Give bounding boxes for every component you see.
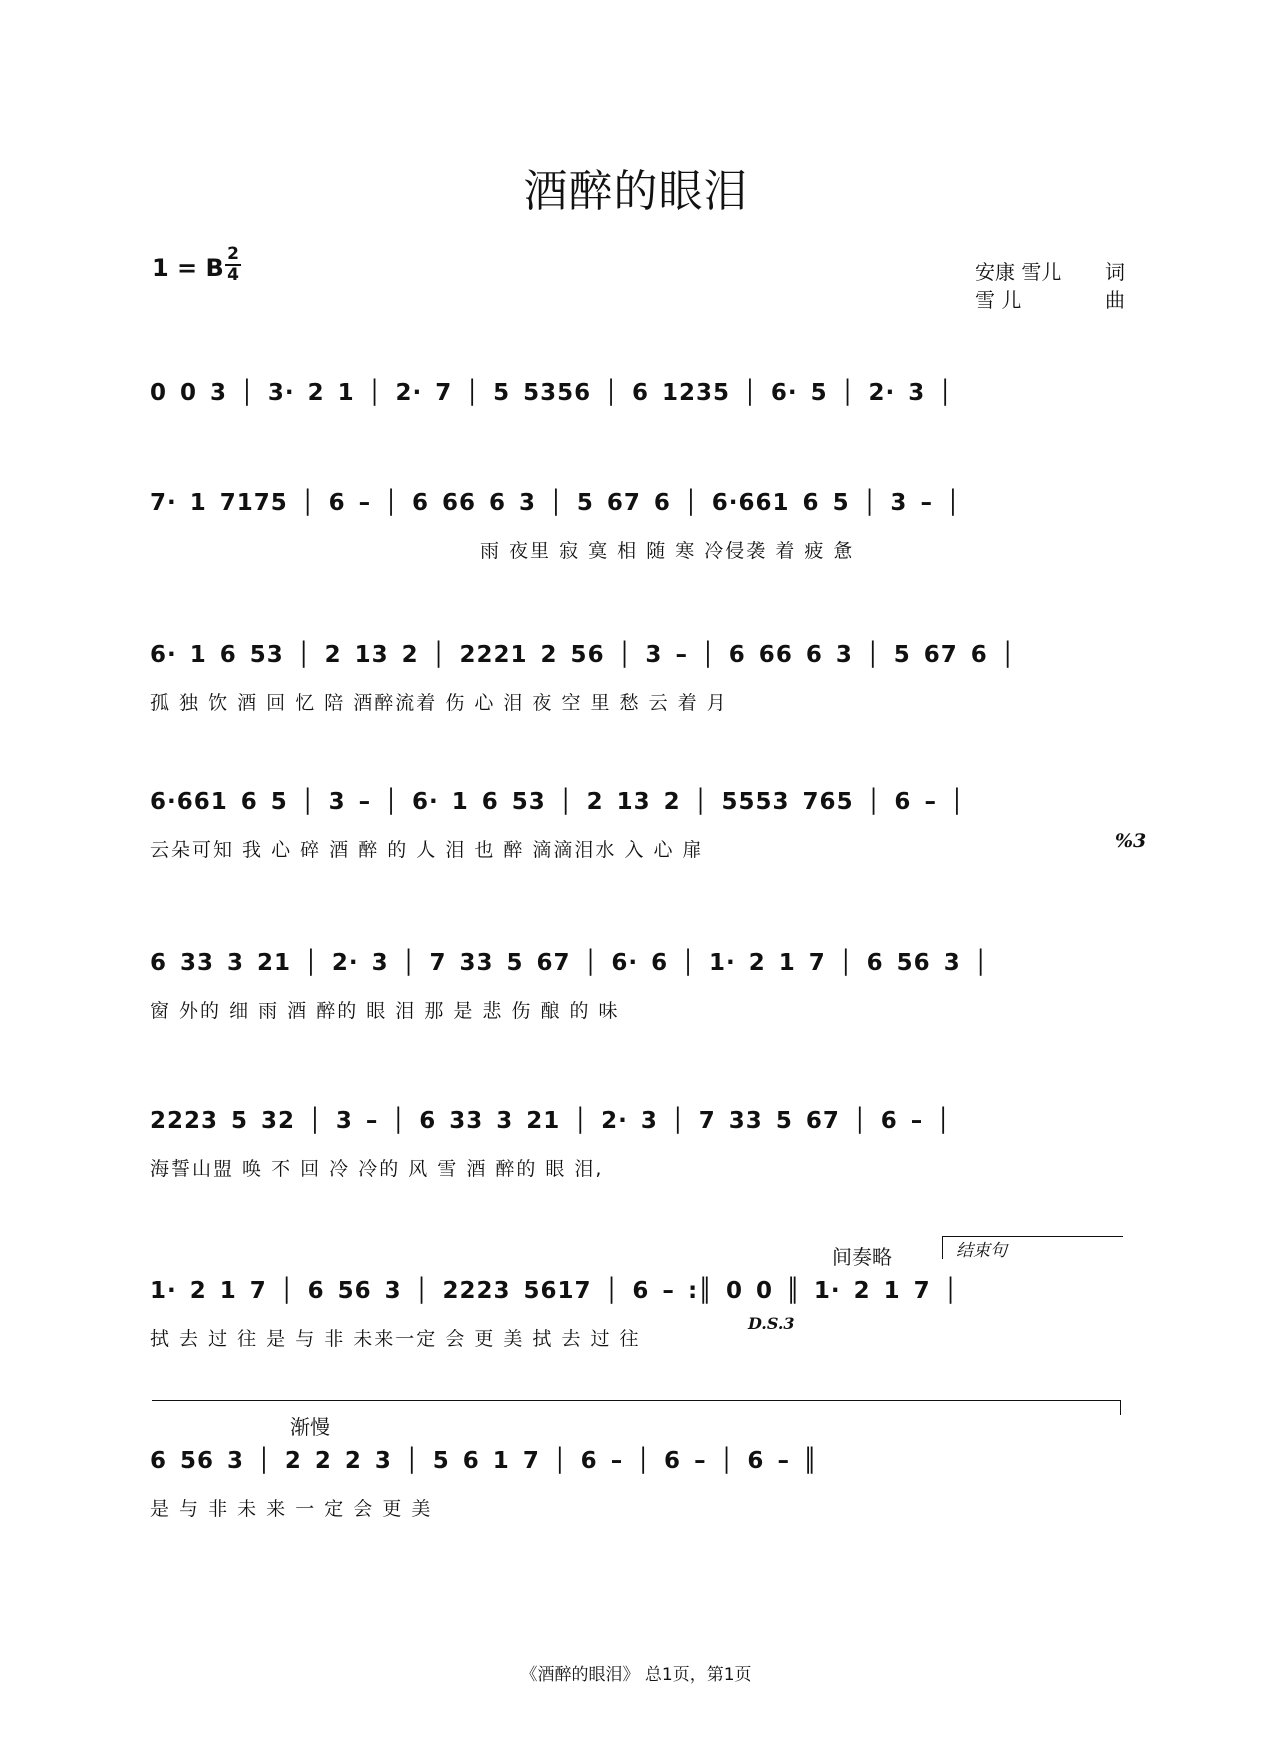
lyrics-row: 窗 外的 细 雨 酒 醉的 眼 泪 那 是 悲 伤 酿 的 味 (150, 1000, 620, 1022)
lyrics-row: 雨 夜里 寂 寞 相 随 寒 冷侵袭 着 疲 惫 (480, 540, 855, 562)
lyricist-names: 安康 雪儿 (975, 260, 1062, 284)
key-signature: 1 = B (152, 254, 224, 282)
notation-row: 6 56 3 │ 2 2 2 3 │ 5 6 1 7 │ 6 – │ 6 – │ 6 – ║ (150, 1448, 818, 1474)
ds-mark: D.S.3 (748, 1314, 795, 1333)
notation-row: 0 0 3 │ 3· 2 1 │ 2· 7 │ 5 5356 │ 6 1235 │ 6· 5 │ 2· 3 │ (150, 380, 954, 406)
notation-row: 6·661 6 5 │ 3 – │ 6· 1 6 53 │ 2 13 2 │ 5553 765 │ 6 – │ (150, 789, 965, 815)
time-signature-top: 2 (227, 244, 239, 264)
staff-row-6 (150, 1098, 1130, 1182)
ritardando-mark: 渐慢 (290, 1415, 330, 1439)
time-signature-bottom: 4 (227, 265, 239, 285)
segno-mark: %3 (1115, 830, 1147, 852)
ending-label: 结束句 (956, 1241, 1007, 1261)
lyrics-row: 是 与 非 未 来 一 定 会 更 美 (150, 1498, 433, 1520)
page-footer: 《酒醉的眼泪》 总1页，第1页 (520, 1665, 752, 1685)
notation-row: 2223 5 32 │ 3 – │ 6 33 3 21 │ 2· 3 │ 7 33 5 67 │ 6 – │ (150, 1108, 952, 1134)
notation-row: 6 33 3 21 │ 2· 3 │ 7 33 5 67 │ 6· 6 │ 1· 2 1 7 │ 6 56 3 │ (150, 950, 989, 976)
staff-row-7 (150, 1268, 1130, 1352)
credits (975, 258, 1125, 314)
interlude-mark: 间奏略 (832, 1245, 892, 1269)
staff-row-4 (150, 779, 1130, 863)
notation-row: 1· 2 1 7 │ 6 56 3 │ 2223 5617 │ 6 – :║ 0 0 ║ 1· 2 1 7 │ (150, 1278, 959, 1304)
staff-row-3 (150, 632, 1130, 716)
staff-row-2 (150, 480, 1130, 564)
notation-row: 6· 1 6 53 │ 2 13 2 │ 2221 2 56 │ 3 – │ 6 66 6 3 │ 5 67 6 │ (150, 642, 1016, 668)
staff-row-8 (150, 1438, 1130, 1522)
song-title: 酒醉的眼泪 (523, 166, 749, 217)
lyrics-row: 拭 去 过 往 是 与 非 未来一定 会 更 美 拭 去 过 往 (150, 1328, 641, 1350)
lyrics-row: 海誓山盟 唤 不 回 冷 冷的 风 雪 酒 醉的 眼 泪, (150, 1158, 604, 1180)
lyrics-row: 云朵可知 我 心 碎 酒 醉 的 人 泪 也 醉 滴滴泪水 入 心 扉 (150, 839, 704, 861)
staff-row-1 (150, 370, 1130, 454)
staff-row-5 (150, 940, 1130, 1024)
lyrics-row: 孤 独 饮 酒 回 忆 陪 酒醉流着 伤 心 泪 夜 空 里 愁 云 着 月 (150, 692, 728, 714)
composer-role: 曲 (1105, 288, 1125, 312)
lyricist-role: 词 (1105, 260, 1125, 284)
notation-row: 7· 1 7175 │ 6 – │ 6 66 6 3 │ 5 67 6 │ 6·661 6 5 │ 3 – │ (150, 490, 961, 516)
composer-name: 雪 儿 (975, 288, 1022, 312)
time-signature (223, 246, 243, 284)
